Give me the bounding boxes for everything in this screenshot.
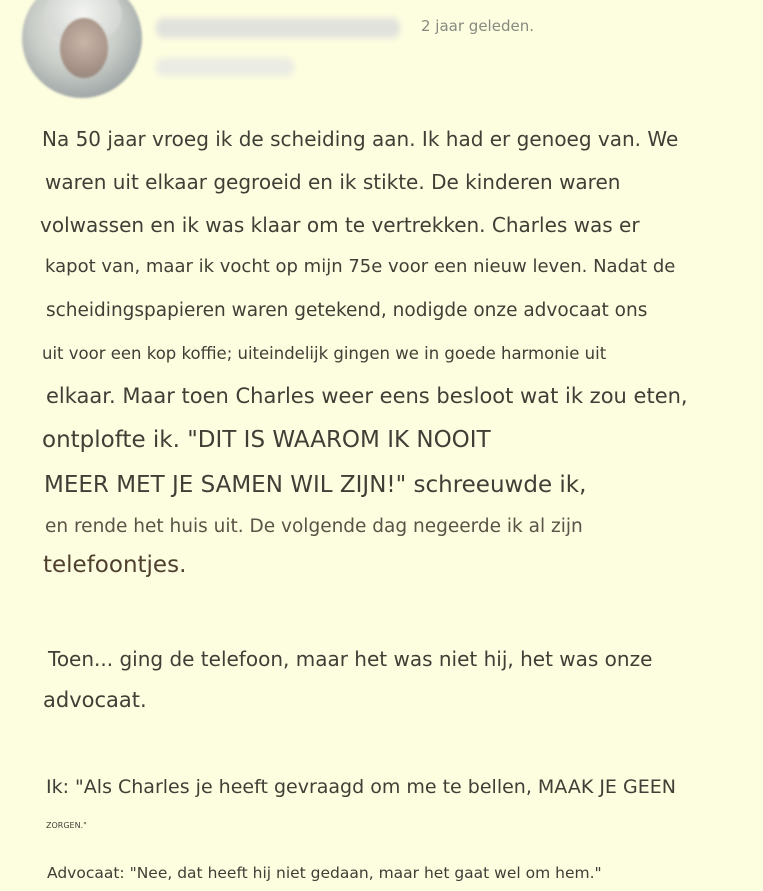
comment-line-4: kapot van, maar ik vocht op mijn 75e voor een nieuw leven. Nadat de: [45, 256, 676, 277]
comment-line-11: telefoontjes.: [43, 552, 187, 578]
comment-line-3: volwassen en ik was klaar om te vertrekken. Charles was er: [40, 213, 640, 237]
comment-line-2: waren uit elkaar gegroeid en ik stikte. De kinderen waren: [45, 170, 621, 194]
comment-header: [0, 0, 763, 110]
comment-line-6: uit voor een kop koffie; uiteindelijk gingen we in goede harmonie uit: [42, 344, 607, 363]
avatar[interactable]: [22, 0, 142, 98]
comment-line-9: MEER MET JE SAMEN WIL ZIJN!" schreeuwde ik,: [44, 472, 587, 498]
comment-line-7: elkaar. Maar toen Charles weer eens besloot wat ik zou eten,: [46, 384, 688, 408]
avatar-face: [60, 18, 108, 78]
comment-line-16: Advocaat: "Nee, dat heeft hij niet gedaan, maar het gaat wel om hem.": [47, 864, 602, 882]
comment-line-13: advocaat.: [43, 688, 147, 712]
comment-line-5: scheidingspapieren waren getekend, nodigde onze advocaat ons: [46, 300, 648, 321]
comment-timestamp: 2 jaar geleden.: [421, 17, 534, 35]
comment-line-12: Toen... ging de telefoon, maar het was niet hij, het was onze: [48, 647, 653, 671]
blurred-handle: [156, 58, 294, 76]
comment-line-8: ontplofte ik. "DIT IS WAAROM IK NOOIT: [42, 427, 491, 453]
comment-line-14: Ik: "Als Charles je heeft gevraagd om me te bellen, MAAK JE GEEN: [46, 776, 676, 798]
comment-line-1: Na 50 jaar vroeg ik de scheiding aan. Ik had er genoeg van. We: [42, 127, 679, 151]
comment-line-10: en rende het huis uit. De volgende dag negeerde ik al zijn: [45, 516, 583, 537]
blurred-username[interactable]: [156, 18, 400, 38]
comment-line-15: ZORGEN.": [46, 821, 87, 830]
